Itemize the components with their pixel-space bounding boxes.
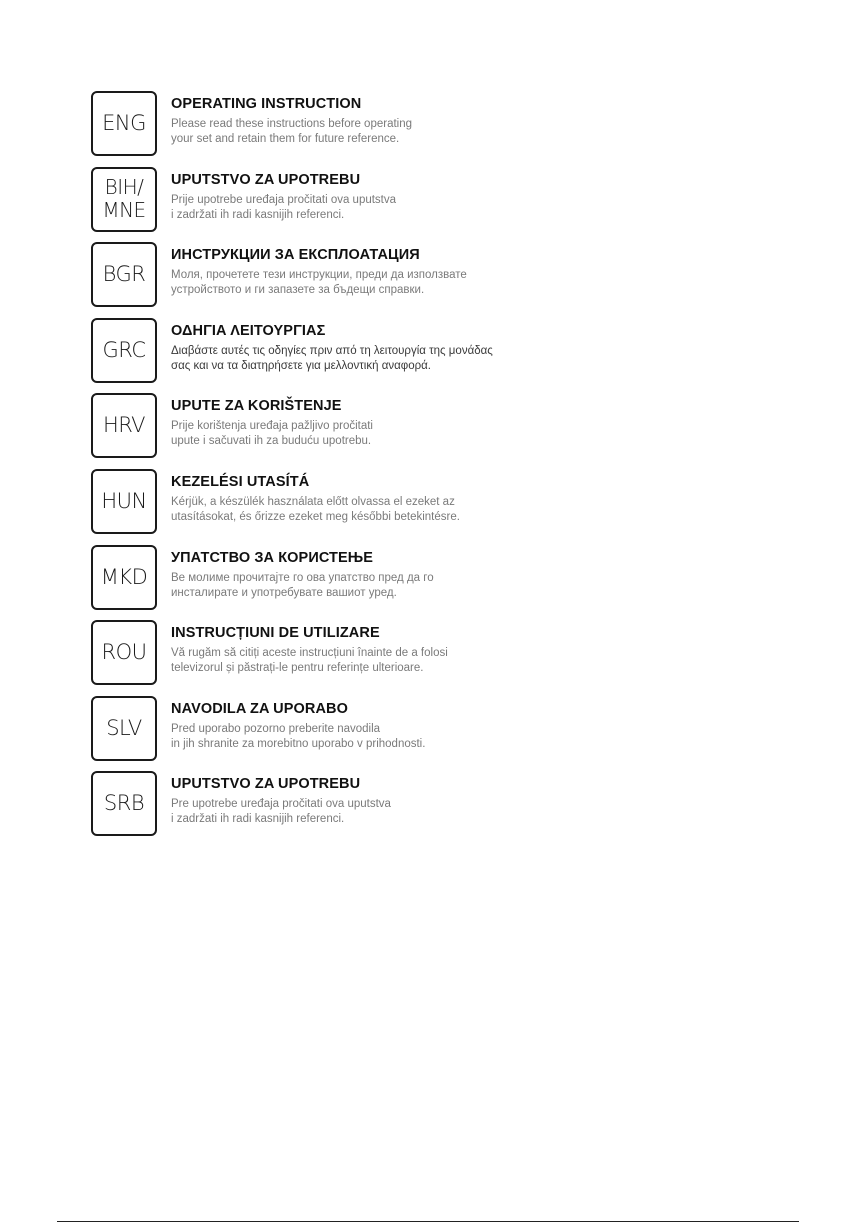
language-text-block — [171, 469, 460, 525]
instruction-description: Kérjük, a készülék használata előtt olvassa el ezeket az utasításokat, és őrizze ezeket meg későbbi betekintésre. — [171, 495, 460, 523]
instruction-description: Prije upotrebe uređaja pročitati ova uputstva i zadržati ih radi kasnijih referenci. — [171, 193, 397, 221]
language-code-badge: ROU — [91, 620, 157, 685]
language-item-bih-mne — [91, 167, 651, 232]
instruction-title: UPUTSTVO ZA UPOTREBU — [171, 171, 361, 188]
instruction-description: Моля, прочетете тези инструкции, преди да използвате устройството и ги запазете за бъдещи справки. — [171, 269, 467, 297]
instruction-title: УПАТСТВО ЗА КОРИСТЕЊЕ — [171, 549, 374, 566]
language-text-block — [171, 545, 434, 601]
footer-divider — [57, 1221, 799, 1222]
language-item-grc — [91, 318, 651, 383]
language-code-badge: HRV — [91, 393, 157, 458]
instruction-title: ΟΔΗΓΙΑ ΛΕΙΤΟΥΡΓΙΑΣ — [171, 322, 326, 339]
language-item-srb — [91, 771, 651, 836]
instruction-title: KEZELÉSI UTASÍTÁ — [171, 473, 310, 490]
language-code-badge: ENG — [91, 91, 157, 156]
language-text-block — [171, 620, 448, 676]
instruction-description: Please read these instructions before operating your set and retain them for future reference. — [171, 118, 413, 145]
instruction-title: NAVODILA ZA UPORABO — [171, 700, 348, 717]
language-text-block — [171, 696, 425, 752]
language-item-eng — [91, 91, 651, 156]
language-code-badge: BIH/ MNE — [91, 167, 157, 232]
language-code-badge: BGR — [91, 242, 157, 307]
instruction-title: UPUTE ZA KORIŠTENJE — [171, 398, 342, 415]
language-item-rou — [91, 620, 651, 685]
language-text-block — [171, 242, 467, 298]
language-list — [91, 91, 651, 847]
language-code-badge: HUN — [91, 469, 157, 534]
language-text-block — [171, 318, 493, 374]
instruction-title: UPUTSTVO ZA UPOTREBU — [171, 776, 361, 793]
language-text-block — [171, 393, 373, 449]
language-code-badge: SRB — [91, 771, 157, 836]
language-text-block — [171, 771, 391, 827]
instruction-description: Διαβάστε αυτές τις οδηγίες πριν από τη λειτουργία της μονάδας σας και να τα διατηρήσετε για μελλοντική αναφορά. — [171, 344, 493, 372]
language-item-hun — [91, 469, 651, 534]
language-item-bgr — [91, 242, 651, 307]
language-item-slv — [91, 696, 651, 761]
instruction-title: ИНСТРУКЦИИ ЗА ЕКСПЛОАТАЦИЯ — [171, 247, 420, 264]
instruction-description: Ве молиме прочитајте го ова упатство пред да го инсталирате и употребувате вашиот уред. — [171, 571, 434, 599]
instruction-description: Pred uporabo pozorno preberite navodila in jih shranite za morebitno uporabo v prihodnosti. — [171, 722, 426, 750]
language-code-badge: MKD — [91, 545, 157, 610]
instruction-title: INSTRUCȚIUNI DE UTILIZARE — [171, 625, 380, 642]
instruction-title: OPERATING INSTRUCTION — [171, 96, 362, 112]
language-text-block — [171, 91, 412, 147]
language-code-badge: GRC — [91, 318, 157, 383]
language-text-block — [171, 167, 396, 223]
language-code-badge: SLV — [91, 696, 157, 761]
instruction-description: Prije korištenja uređaja pažljivo pročitati upute i sačuvati ih za buduću upotrebu. — [171, 420, 373, 448]
instruction-description: Pre upotrebe uređaja pročitati ova uputstva i zadržati ih radi kasnijih referenci. — [171, 798, 391, 826]
language-item-mkd — [91, 545, 651, 610]
instruction-description: Vă rugăm să citiți aceste instrucțiuni înainte de a folosi televizorul și păstrați-le pentru referințe ulterioare. — [171, 647, 448, 675]
language-item-hrv — [91, 393, 651, 458]
